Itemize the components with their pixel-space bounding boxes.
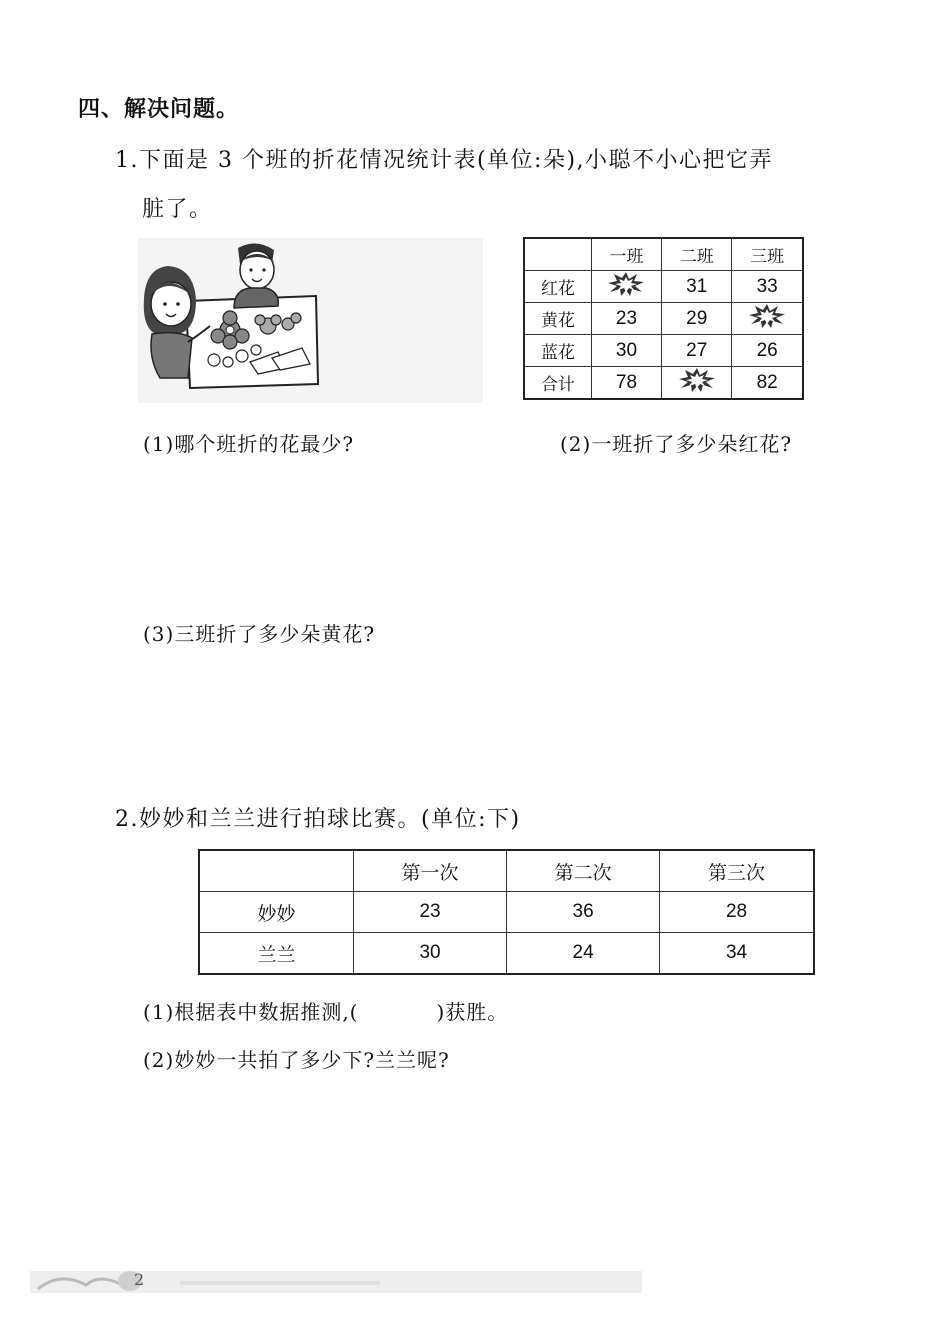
sub-question-2-1-prefix: (1)根据表中数据推测,( — [143, 1000, 359, 1024]
row-label: 妙妙 — [199, 892, 354, 933]
table-header-cell — [199, 850, 354, 892]
table-cell: 28 — [660, 892, 814, 933]
table-header-cell: 一班 — [591, 238, 661, 271]
table-header-row — [199, 850, 814, 892]
table-row — [524, 335, 803, 367]
table-cell: 30 — [354, 933, 507, 975]
table-cell: 78 — [591, 367, 661, 400]
table-cell: 24 — [507, 933, 660, 975]
question-2-text: 2.妙妙和兰兰进行拍球比赛。(单位:下) — [115, 807, 521, 832]
table-header-row — [524, 238, 803, 271]
table-cell: 34 — [660, 933, 814, 975]
table-header-cell — [524, 238, 591, 271]
table-cell: 31 — [662, 271, 732, 303]
section-title: 四、解决问题。 — [78, 96, 240, 122]
table-row — [524, 367, 803, 400]
row-label: 合计 — [524, 367, 591, 400]
smudge-cell — [732, 303, 803, 335]
footer-banner — [30, 1265, 642, 1295]
page-number: 2 — [134, 1270, 145, 1289]
table-cell: 29 — [662, 303, 732, 335]
row-label: 红花 — [524, 271, 591, 303]
smudge-cell — [662, 367, 732, 400]
ink-splat-icon — [749, 304, 785, 328]
sub-question-2-1 — [143, 996, 508, 1025]
sub-question-1-2: (2)一班折了多少朵红花? — [560, 432, 793, 456]
smudge-cell — [591, 271, 661, 303]
row-label: 兰兰 — [199, 933, 354, 975]
table-header-cell: 第三次 — [660, 850, 814, 892]
table-row — [199, 933, 814, 975]
ink-splat-icon — [608, 272, 644, 296]
table-cell: 23 — [591, 303, 661, 335]
sub-question-1-3: (3)三班折了多少朵黄花? — [143, 622, 376, 646]
table-cell: 23 — [354, 892, 507, 933]
table-header-cell: 三班 — [732, 238, 803, 271]
ink-splat-icon — [679, 368, 715, 392]
ball-bouncing-table — [198, 849, 815, 975]
question-1-text-cont: 脏了。 — [142, 197, 213, 222]
sub-question-2-2: (2)妙妙一共拍了多少下?兰兰呢? — [143, 1048, 450, 1072]
table-row — [199, 892, 814, 933]
table-cell: 26 — [732, 335, 803, 367]
question-1-text: 1.下面是 3 个班的折花情况统计表(单位:朵),小聪不小心把它弄 — [115, 148, 774, 173]
table-header-cell: 二班 — [662, 238, 732, 271]
table-header-cell: 第一次 — [354, 850, 507, 892]
sub-question-1-1: (1)哪个班折的花最少? — [143, 432, 355, 456]
table-cell: 27 — [662, 335, 732, 367]
flower-statistics-table — [523, 237, 804, 400]
children-folding-flowers-illustration — [138, 238, 483, 403]
table-cell: 36 — [507, 892, 660, 933]
table-row — [524, 303, 803, 335]
row-label: 黄花 — [524, 303, 591, 335]
table-cell: 30 — [591, 335, 661, 367]
table-row — [524, 271, 803, 303]
table-cell: 82 — [732, 367, 803, 400]
table-cell: 33 — [732, 271, 803, 303]
sub-question-2-1-suffix: )获胜。 — [436, 1000, 509, 1024]
table-header-cell: 第二次 — [507, 850, 660, 892]
row-label: 蓝花 — [524, 335, 591, 367]
